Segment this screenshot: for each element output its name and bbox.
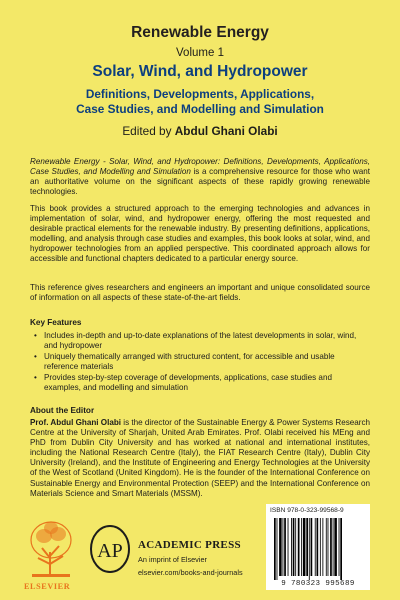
cover-header: [0, 24, 400, 138]
barcode-bar: [295, 518, 296, 576]
key-feature-item: • Uniquely thematically arranged with structured content, for accessible and usable reference materials: [30, 352, 370, 372]
description-italic-title: Renewable Energy - Solar, Wind, and Hydropower: Definitions, Developments, Applications, Case Studies, and Modelling and Simulation: [30, 157, 370, 177]
barcode-bar: [311, 518, 313, 576]
academic-press-name: ACADEMIC PRESS: [138, 539, 241, 551]
series-title: Renewable Energy: [131, 24, 269, 41]
barcode-bar: [279, 518, 282, 576]
key-feature-item: • Includes in-depth and up-to-date explanations of the latest developments in solar, wind, and hydropower: [30, 331, 370, 351]
key-features-list: [30, 331, 370, 395]
barcode-digits: 9 780323 995689: [281, 580, 355, 588]
barcode-bar: [317, 518, 319, 576]
editor-bio-text: is the director of the Sustainable Energy & Power Systems Research Centre at the University of Sharjah, United Arab Emirates. Prof. Olabi received his MEng and PhD from Dublin City University and has worked at national and international institutes, including the National Research Centre (Italy), the FIAT Research Centre (Italy), Dublin City University (Ireland), and the Institute of Engineering and Energy Technologies at the University of the West of Scotland (United Kingdom). He is the founder of the International Conference on Sustainable Energy and Environmental Protection (SEEP) and the International Conference on Materials Science and Smart Materials (MSSM).: [30, 418, 370, 498]
barcode-bar: [328, 518, 329, 576]
barcode-bar: [326, 518, 327, 576]
barcode-bar: [288, 518, 289, 576]
barcode-bar: [284, 518, 286, 576]
barcode-bar: [298, 518, 300, 576]
subtitle-line-2: Case Studies, and Modelling and Simulation: [76, 102, 324, 116]
barcode-bar: [320, 518, 321, 576]
barcode-bar: [293, 518, 295, 576]
editor-name: Abdul Ghani Olabi: [174, 124, 278, 138]
key-feature-item: • Provides step-by-step coverage of developments, applications, case studies and examples, and modelling and simulation: [30, 373, 370, 393]
barcode-bar: [274, 518, 276, 580]
subtitle-line-1: Definitions, Developments, Applications,: [85, 87, 315, 101]
barcode-panel: [266, 504, 370, 590]
barcode-bar: [309, 518, 310, 580]
barcode-bar: [339, 518, 340, 576]
about-editor-bio: [30, 418, 370, 499]
book-title: Solar, Wind, and Hydropower: [92, 63, 308, 80]
ap-monogram-text: AP: [97, 540, 123, 562]
barcode-bar: [283, 518, 284, 576]
description-paragraph-2: This book provides a structured approach to the emerging technologies and advances in implementation of solar, wind, and hydropower energy, offering the most requested and desirable practical elements for the renewable industry. By presenting definitions, applications, modelling, and analysis through case studies and examples, this book looks at solar, wind, and hydropower technologies from an applied perspective. This coordinated approach allows for accessible and functional chapters dedicated to a particular energy source.: [30, 204, 370, 264]
barcode-bar: [334, 518, 337, 576]
barcode-bar: [315, 518, 316, 576]
description-text: is a comprehensive resource for those who want an authoritative volume on the significant aspects of these rapidly growing renewable technologies.: [30, 167, 371, 197]
barcode-bar: [306, 518, 308, 576]
editor-bio-name: Prof. Abdul Ghani Olabi: [30, 418, 122, 427]
elsevier-wordmark: ELSEVIER: [24, 582, 71, 591]
imprint-line: An imprint of Elsevier: [138, 555, 207, 564]
book-subtitle: [0, 87, 400, 117]
barcode-bar: [277, 518, 278, 580]
editor-credit: [0, 124, 400, 138]
about-editor-heading: About the Editor: [30, 406, 95, 415]
description-paragraph-3: This reference gives researchers and engineers an important and unique consolidated source of information on all aspects of these state-of-the-art fields.: [30, 283, 370, 303]
volume-label: Volume 1: [176, 47, 224, 59]
elsevier-tree-logo: [28, 518, 74, 588]
barcode-graphic: [274, 518, 362, 580]
barcode-bar: [340, 518, 342, 580]
barcode-bar: [333, 518, 334, 576]
isbn-label: ISBN 978-0-323-99568-9: [270, 507, 344, 514]
barcode-bar: [322, 518, 323, 576]
academic-press-logo: [88, 524, 132, 574]
publisher-url: elsevier.com/books-and-journals: [138, 568, 243, 577]
key-features-heading: Key Features: [30, 318, 82, 327]
description-paragraph-1: [30, 157, 370, 197]
barcode-bar: [303, 518, 306, 576]
editor-prefix: Edited by: [122, 124, 175, 138]
barcode-bar: [291, 518, 292, 576]
barcode-bar: [301, 518, 302, 576]
barcode-bar: [330, 518, 332, 576]
